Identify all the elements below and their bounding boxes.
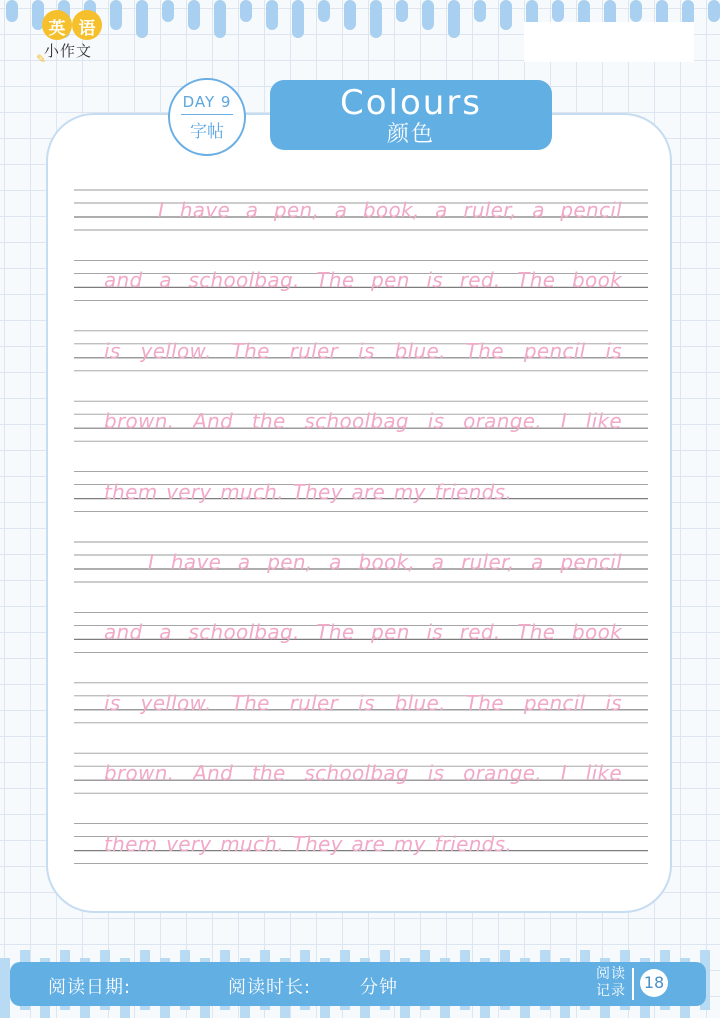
traced-text-line: is yellow. The ruler is blue. The pencil is bbox=[104, 338, 622, 363]
traced-text-line: and a schoolbag. The pen is red. The book bbox=[104, 620, 622, 645]
traced-text-line: brown. And the schoolbag is orange. I like bbox=[104, 409, 622, 434]
logo-char-1: 英 bbox=[48, 19, 66, 39]
title-chinese: 颜色 bbox=[386, 122, 435, 147]
traced-text-line: is yellow. The ruler is blue. The pencil is bbox=[104, 690, 622, 715]
record-line-1: 阅读 bbox=[596, 966, 626, 982]
traced-text-line: and a schoolbag. The pen is red. The book bbox=[104, 268, 622, 293]
traced-text-line: I have a pen, a book, a ruler, a pencil bbox=[158, 198, 622, 222]
badge-subtitle: 字帖 bbox=[190, 122, 224, 142]
title-banner bbox=[270, 80, 552, 150]
badge-divider bbox=[181, 114, 233, 115]
reading-date-label: 阅读日期: bbox=[48, 977, 132, 998]
reading-record-bar bbox=[10, 962, 706, 1006]
record-divider bbox=[632, 968, 634, 1000]
logo-char-2: 语 bbox=[78, 19, 96, 39]
traced-text-line: brown. And the schoolbag is orange. I like bbox=[104, 761, 622, 786]
traced-text-line: them very much. They are my friends. bbox=[104, 479, 513, 504]
traced-text-line: them very much. They are my friends. bbox=[104, 831, 513, 856]
title-english: Colours bbox=[339, 83, 483, 123]
logo-subtitle: 小作文 bbox=[44, 42, 93, 60]
record-line-2: 记录 bbox=[596, 983, 626, 999]
traced-text-line: I have a pen, a book, a ruler, a pencil bbox=[148, 550, 622, 574]
minutes-label: 分钟 bbox=[360, 977, 398, 998]
page-number: 18 bbox=[640, 969, 668, 997]
logo-pencil-icon: ✎ bbox=[36, 52, 47, 66]
reading-record-label bbox=[596, 966, 626, 1000]
day-badge bbox=[168, 78, 246, 156]
day-number: DAY 9 bbox=[182, 93, 232, 111]
bottom-stripe bbox=[0, 958, 10, 1018]
reading-duration-label: 阅读时长: bbox=[228, 977, 312, 998]
